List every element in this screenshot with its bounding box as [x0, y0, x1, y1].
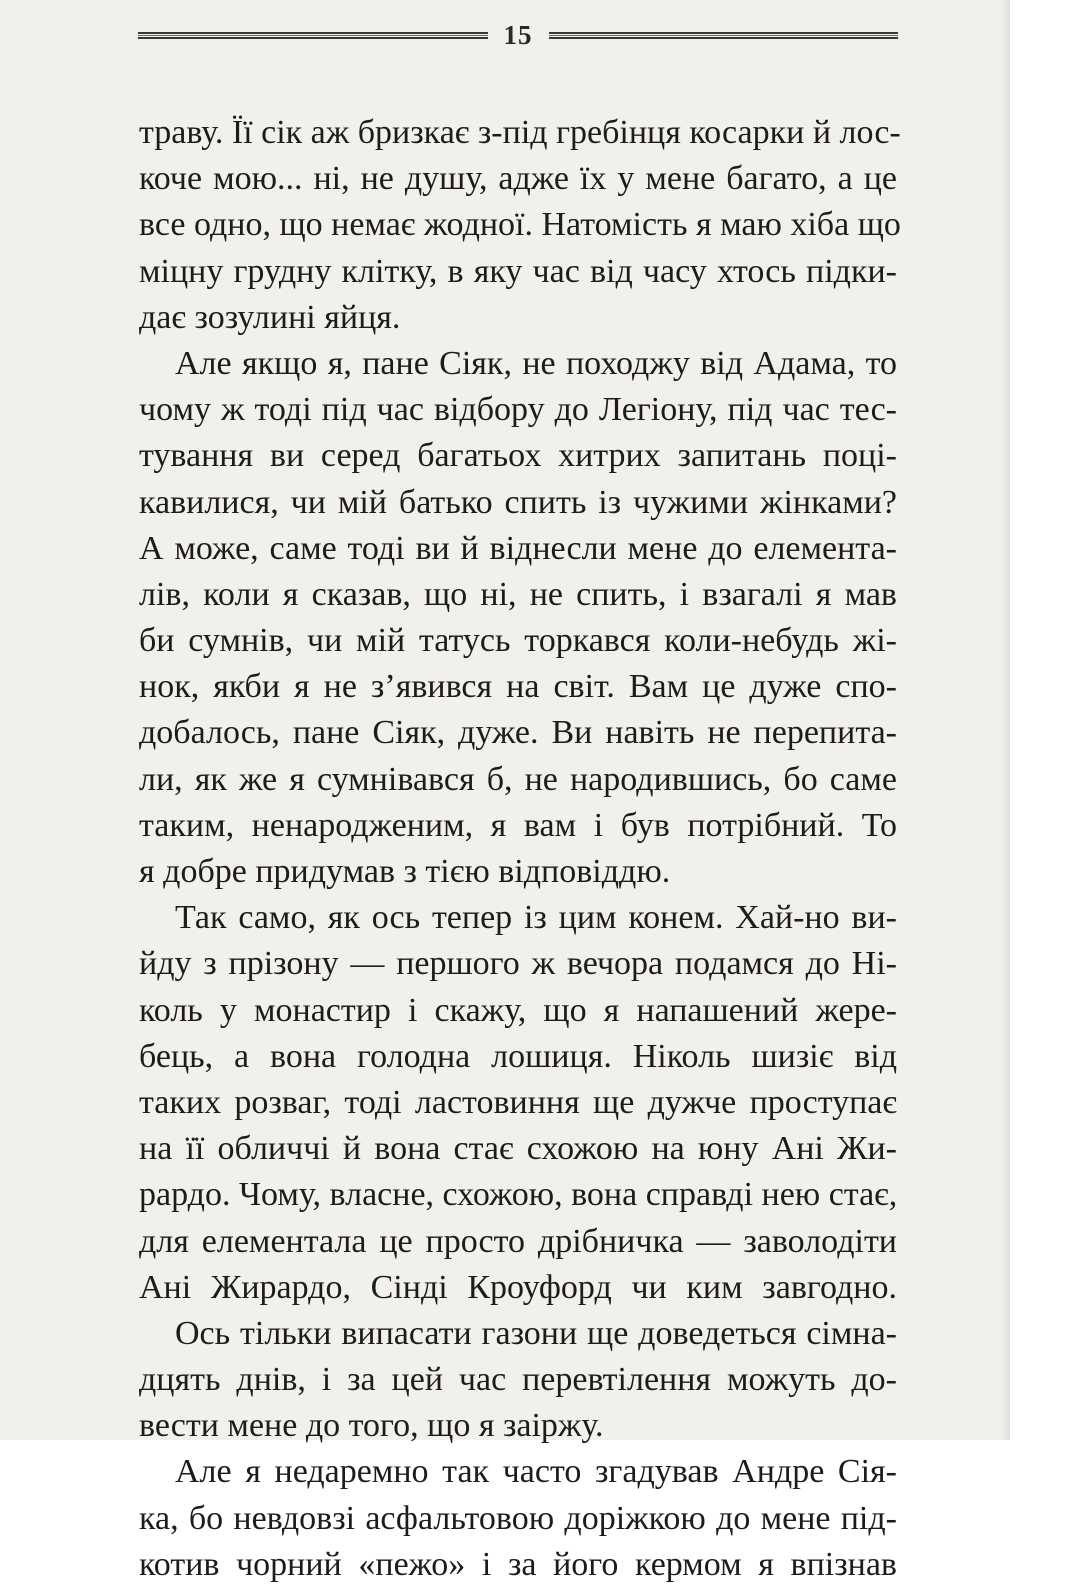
paragraph [139, 1449, 897, 1588]
text-line: для елементала це просто дрібничка — заволодіти [139, 1222, 897, 1260]
paragraph [139, 1311, 897, 1450]
text-line: кавилися, чи мій батько спить із чужими жінками? [139, 483, 897, 521]
text-line: коче мою... ні, не душу, адже їх у мене багато, а це [139, 160, 897, 198]
text-line: лів, коли я сказав, що ні, не спить, і взагалі я мав [139, 575, 897, 613]
paragraph [139, 895, 897, 1311]
page-header [138, 18, 898, 52]
text-line: траву. Її сік аж бризкає з-під гребінця косарки й лос- [139, 114, 901, 151]
body-text [139, 110, 901, 1588]
text-line: вести мене до того, що я заіржу. [139, 1407, 604, 1445]
header-rule-right [549, 32, 899, 39]
text-line: ка, бо невдовзі асфальтовою доріжкою до мене під- [139, 1499, 897, 1537]
text-line: ли, як же я сумнівався б, не народившись, бо саме [139, 760, 897, 798]
text-line: А може, саме тоді ви й віднесли мене до елемента- [139, 529, 897, 567]
text-line: котив чорний «пежо» і за його кермом я впізнав [139, 1545, 897, 1583]
text-line: Але якщо я, пане Сіяк, не походжу від Адама, то [175, 344, 897, 382]
text-line: коль у монастир і скажу, що я напашений жере- [139, 991, 897, 1029]
text-line: таких розваг, тоді ластовиння ще дужче проступає [139, 1083, 897, 1121]
text-line: Але я недаремно так часто згадував Андре Сія- [175, 1453, 897, 1491]
text-line: нок, якби я не з’явився на світ. Вам це дуже спо- [139, 668, 897, 706]
text-line: дцять днів, і за цей час перевтілення можуть до- [139, 1361, 897, 1399]
text-line: чому ж тоді під час відбору до Легіону, під час тес- [139, 391, 897, 429]
text-line: таким, ненародженим, я вам і був потрібний. То [139, 806, 897, 844]
text-line: дає зозулині яйця. [139, 298, 401, 336]
text-line: Ось тільки випасати газони ще доведеться сімна- [175, 1314, 897, 1352]
text-line: міцну грудну клітку, в яку час від часу хтось підки- [139, 252, 897, 290]
paragraph [139, 110, 901, 341]
text-line: все одно, що немає жодної. Натомість я маю хіба що [139, 206, 901, 244]
text-line: би сумнів, чи мій татусь торкався коли-небудь жі- [139, 622, 897, 660]
page-edge-shadow [1002, 0, 1010, 1440]
header-rule-left [138, 32, 488, 39]
text-line: йду з прізону — першого ж вечора подамся до Ні- [139, 945, 897, 983]
text-line: Так само, як ось тепер із цим конем. Хай-но ви- [175, 899, 897, 937]
paragraph [139, 341, 897, 895]
text-line: рардо. Чому, власне, схожою, вона справді нею стає, [139, 1176, 898, 1214]
text-line: Ані Жирардо, Сінді Кроуфорд чи ким завгодно. [139, 1268, 897, 1306]
page-number: 15 [503, 19, 533, 50]
text-line: я добре придумав з тією відповіддю. [139, 853, 671, 890]
text-line: добалось, пане Сіяк, дуже. Ви навіть не перепита- [139, 714, 897, 752]
text-line: на її обличчі й вона стає схожою на юну Ані Жи- [139, 1130, 897, 1168]
text-line: тування ви серед багатьох хитрих запитань поці- [139, 437, 897, 475]
text-line: бець, а вона голодна лошиця. Ніколь шизіє від [139, 1037, 897, 1075]
